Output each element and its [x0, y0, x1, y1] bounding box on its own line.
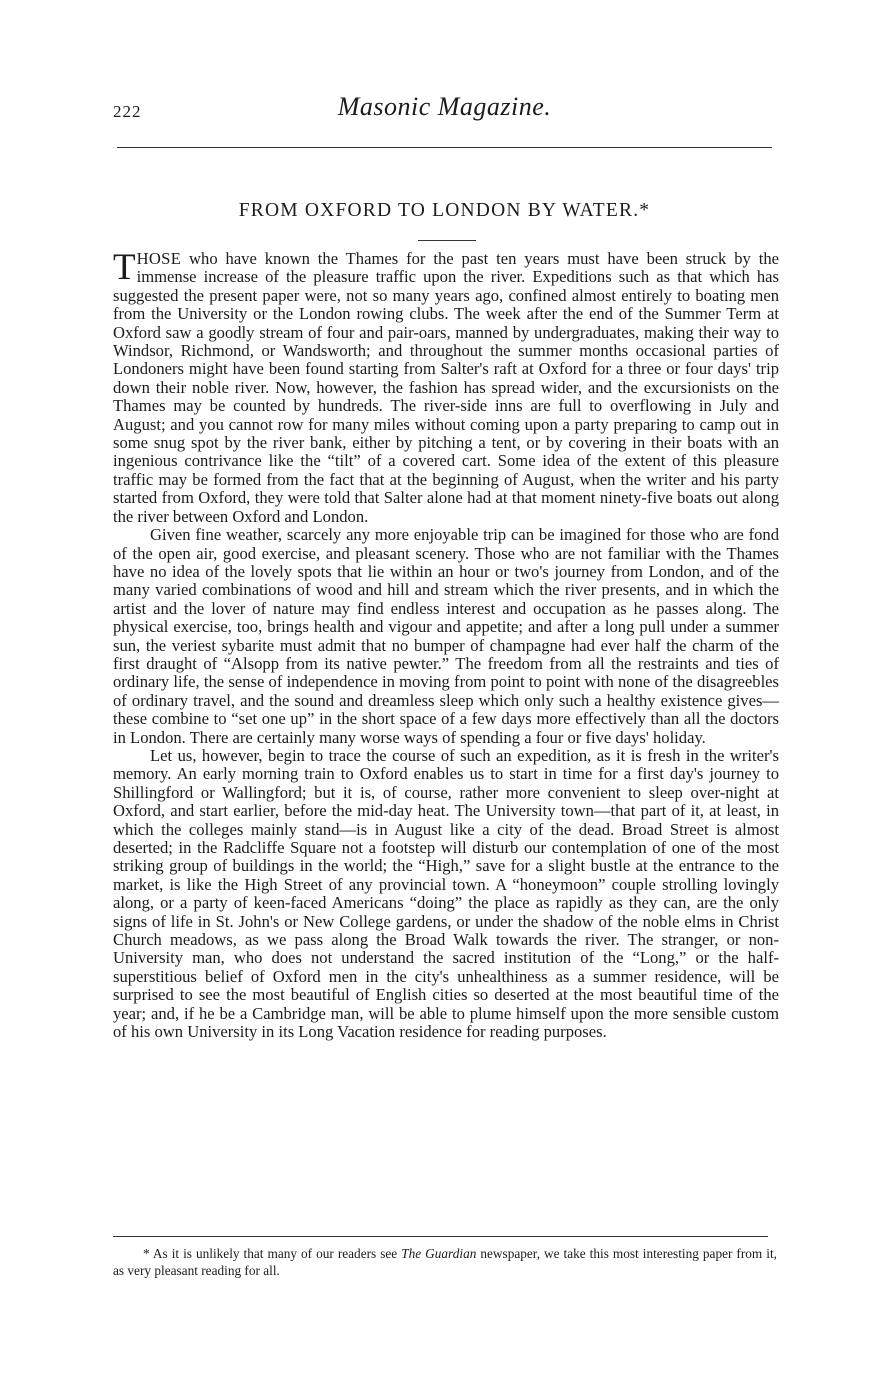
footnote-publication: The Guardian [401, 1246, 477, 1261]
footnote-text-end: newspaper, we take this most interesting paper from it, as very pleasant reading for all. [113, 1246, 777, 1278]
paragraph-2: Given fine weather, scarcely any more enjoyable trip can be imagined for those who are fond of the open air, good exercise, and pleasant scenery. Those who are not familiar with the Thames have no idea of the lovely spots that lie within an hour or two's journey from London, and of the many varied combinations of wood and hill and stream which the river presents, and in which the artist and the lover of nature may find endless interest and occupation as he passes along. The physical exercise, too, brings health and vigour and appetite; and after a long pull under a summer sun, the veriest sybarite must admit that no bumper of champagne had ever half the charm of the first draught of “Alsopp from its native pewter.” The freedom from all the restraints and ties of ordinary life, the sense of independence in moving from point to point with none of the disagreebles of ordinary travel, and the sound and dreamless sleep which only such a healthy existence gives—these combine to “set one up” in the short space of a few days more effectively than all the doctors in London. There are certainly many worse ways of spending a four or five days' holiday. [113, 525, 779, 747]
lead-word: HOSE [136, 249, 182, 268]
title-rule [418, 240, 476, 241]
drop-cap: T [113, 247, 136, 288]
footnote-rule [113, 1236, 768, 1237]
paragraph-1 [113, 247, 779, 526]
article-body [113, 247, 779, 1042]
paragraph-1-text: who have known the Thames for the past ten years must have been struck by the immense increase of the pleasure traffic upon the river. Expeditions such as that which has suggested the present paper were, not so many years ago, confined almost entirely to boating men from the University or the London rowing clubs. The week after the end of the Summer Term at Oxford saw a goodly stream of four and pair-oars, manned by undergraduates, making their way to Windsor, Richmond, or Wandsworth; and throughout the summer months occasional parties of Londoners might have been found starting from Salter's raft at Oxford for a three or four days' trip down their noble river. Now, however, the fashion has spread wider, and the excursionists on the Thames may be counted by hundreds. The river-side inns are full to overflowing in July and August; and you cannot row for many miles without coming upon a party preparing to camp out in some snug spot by the river bank, either by pitching a tent, or by covering in their boats with an ingenious contrivance like the “tilt” of a covered cart. Some idea of the extent of this pleasure traffic may be formed from the fact that at the beginning of August, when the writer and his party started from Oxford, they were told that Salter alone had at that moment ninety-five boats out along the river between Oxford and London. [113, 249, 779, 526]
footnote-text-start: * As it is unlikely that many of our readers see [143, 1246, 402, 1261]
page-header [113, 92, 776, 128]
paragraph-3: Let us, however, begin to trace the course of such an expedition, as it is fresh in the writer's memory. An early morning train to Oxford enables us to start in time for a first day's journey to Shillingford or Wallingford; but it is, of course, rather more convenient to sleep over-night at Oxford, and start earlier, before the mid-day heat. The University town—that part of it, at least, in which the colleges mainly stand—is in August like a city of the dead. Broad Street is almost deserted; in the Radcliffe Square not a footstep will disturb our contemplation of one of the most striking group of buildings in the world; the “High,” save for a slight bustle at the entrance to the market, is like the High Street of any provincial town. A “honeymoon” couple strolling lovingly along, or a party of keen-faced Americans “doing” the place as rapidly as they can, are the only signs of life in St. John's or New College gardens, or under the shadow of the noble elms in Christ Church meadows, as we pass along the Broad Walk towards the river. The stranger, or non-University man, who does not understand the sacred institution of the “Long,” or the half-superstitious belief of Oxford men in the city's unhealthiness as a summer residence, will be surprised to see the most beautiful of English cities so deserted at the most beautiful time of the year; and, if he be a Cambridge man, will be able to plume himself upon the more sensible custom of his own University in its Long Vacation residence for reading purposes. [113, 745, 779, 1042]
running-head: Masonic Magazine. [337, 92, 552, 121]
article-title: FROM OXFORD TO LONDON BY WATER.* [238, 200, 651, 221]
header-rule [117, 147, 772, 148]
footnote [113, 1245, 777, 1279]
page-number: 222 [113, 102, 142, 121]
